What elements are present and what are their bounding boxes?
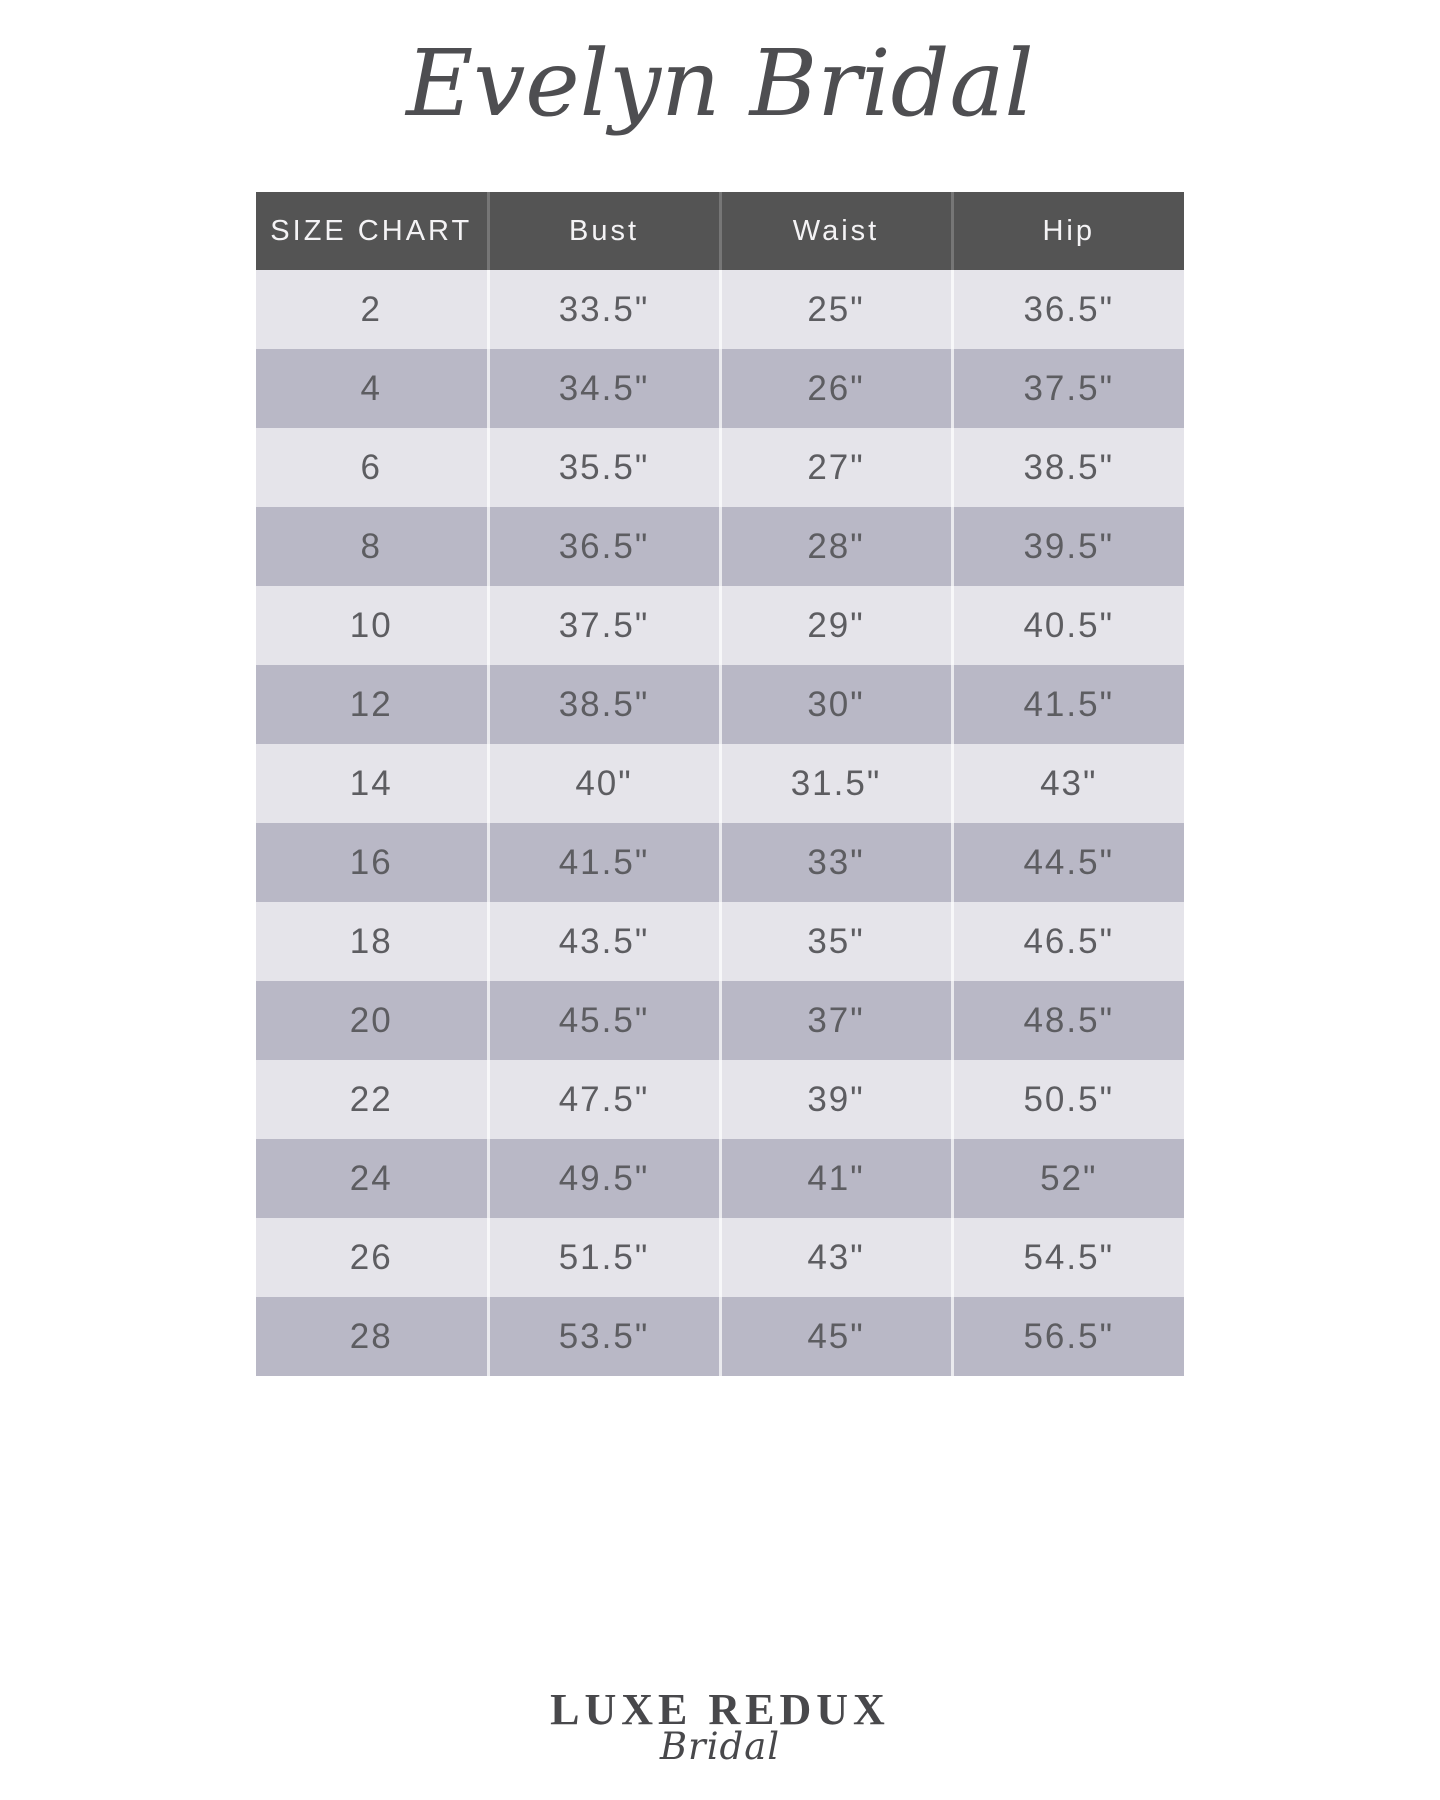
waist-cell: 33" [720, 823, 952, 902]
hip-cell: 44.5" [952, 823, 1184, 902]
bust-cell: 41.5" [488, 823, 720, 902]
waist-cell: 43" [720, 1218, 952, 1297]
table-row [256, 349, 1184, 428]
logo-script: Bridal [659, 1725, 781, 1768]
size-cell: 14 [349, 763, 393, 803]
waist-cell: 30" [720, 665, 952, 744]
size-cell: 8 [360, 526, 382, 566]
brand-title: Evelyn Bridal [406, 30, 1034, 137]
waist-cell: 37" [720, 981, 952, 1060]
size-chart-table [256, 192, 1184, 1376]
hip-cell: 52" [952, 1139, 1184, 1218]
table-row [256, 902, 1184, 981]
hip-cell: 38.5" [952, 428, 1184, 507]
waist-cell: 41" [720, 1139, 952, 1218]
waist-cell: 25" [720, 270, 952, 349]
bust-cell: 53.5" [488, 1297, 720, 1376]
waist-cell: 45" [720, 1297, 952, 1376]
size-cell: 26 [349, 1237, 393, 1277]
waist-cell: 27" [720, 428, 952, 507]
hip-cell: 56.5" [952, 1297, 1184, 1376]
logo-wordmark: LUXE REDUX [550, 1685, 890, 1734]
header-waist: Waist [720, 192, 952, 270]
size-cell: 4 [360, 368, 382, 408]
waist-cell: 31.5" [720, 744, 952, 823]
hip-cell: 41.5" [952, 665, 1184, 744]
footer-logo [0, 1685, 1440, 1768]
header-bust: Bust [488, 192, 720, 270]
hip-cell: 46.5" [952, 902, 1184, 981]
waist-cell: 35" [720, 902, 952, 981]
hip-cell: 48.5" [952, 981, 1184, 1060]
bust-cell: 38.5" [488, 665, 720, 744]
header-size-chart: SIZE CHART [256, 192, 488, 270]
bust-cell: 51.5" [488, 1218, 720, 1297]
bust-cell: 35.5" [488, 428, 720, 507]
table-row [256, 665, 1184, 744]
table-row [256, 1139, 1184, 1218]
size-cell: 2 [360, 289, 382, 329]
hip-cell: 37.5" [952, 349, 1184, 428]
bust-cell: 49.5" [488, 1139, 720, 1218]
size-cell: 18 [349, 921, 393, 961]
bust-cell: 45.5" [488, 981, 720, 1060]
bust-cell: 36.5" [488, 507, 720, 586]
header-hip: Hip [952, 192, 1184, 270]
waist-cell: 39" [720, 1060, 952, 1139]
table-row [256, 981, 1184, 1060]
bust-cell: 40" [488, 744, 720, 823]
size-cell: 12 [349, 684, 393, 724]
hip-cell: 39.5" [952, 507, 1184, 586]
table-row [256, 823, 1184, 902]
hip-cell: 40.5" [952, 586, 1184, 665]
hip-cell: 54.5" [952, 1218, 1184, 1297]
size-cell: 10 [349, 605, 393, 645]
size-cell: 20 [349, 1000, 393, 1040]
waist-cell: 26" [720, 349, 952, 428]
size-cell: 22 [349, 1079, 393, 1119]
bust-cell: 47.5" [488, 1060, 720, 1139]
table-row [256, 744, 1184, 823]
size-cell: 16 [349, 842, 393, 882]
table-row [256, 586, 1184, 665]
hip-cell: 50.5" [952, 1060, 1184, 1139]
size-cell: 24 [349, 1158, 393, 1198]
hip-cell: 36.5" [952, 270, 1184, 349]
table-row [256, 1218, 1184, 1297]
bust-cell: 33.5" [488, 270, 720, 349]
table-header-row [256, 192, 1184, 270]
table-row [256, 428, 1184, 507]
table-row [256, 1297, 1184, 1376]
bust-cell: 37.5" [488, 586, 720, 665]
size-cell: 6 [360, 447, 382, 487]
table-row [256, 507, 1184, 586]
bust-cell: 34.5" [488, 349, 720, 428]
waist-cell: 28" [720, 507, 952, 586]
table-row [256, 1060, 1184, 1139]
bust-cell: 43.5" [488, 902, 720, 981]
waist-cell: 29" [720, 586, 952, 665]
table-row [256, 270, 1184, 349]
size-cell: 28 [349, 1316, 393, 1356]
hip-cell: 43" [952, 744, 1184, 823]
